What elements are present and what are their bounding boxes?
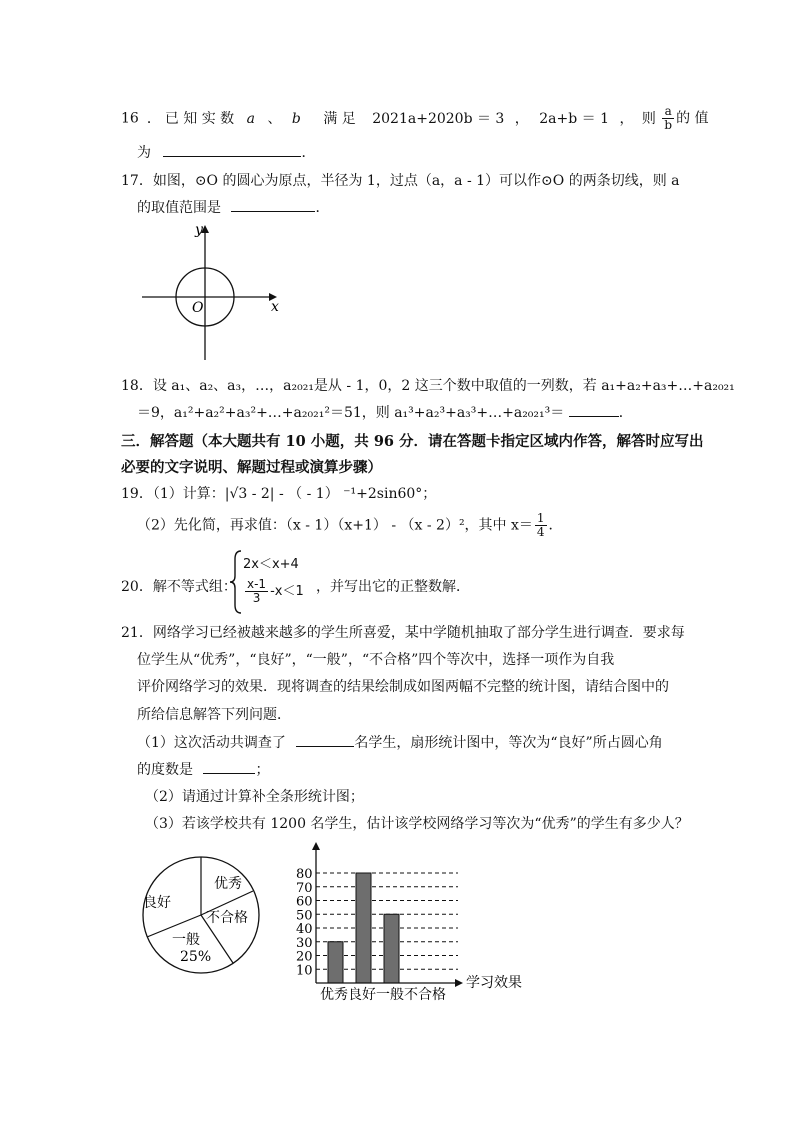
q18-line1: 18．设 a₁、a₂、a₃，…，a₂₀₂₁是从 - 1，0，2 这三个数中取值的一列数，若 a₁+a₂+a₃+…+a₂₀₂₁ <box>121 378 735 394</box>
bar-chart <box>293 838 533 1008</box>
bar-ytick-label: 20 <box>296 949 313 965</box>
q21-sub1-line2 <box>137 759 269 779</box>
pie-label-good: 良好 <box>143 895 171 911</box>
q16-line2-text: 为 <box>137 145 151 161</box>
q16-eq2: 2a+b ＝ 1 <box>539 110 610 127</box>
q17-line2-text: 的取值范围是 <box>137 200 221 216</box>
q16-fraction <box>662 105 674 132</box>
pie-label-general-pct: 25% <box>180 949 212 965</box>
q16-line2 <box>137 142 315 162</box>
bar-ytick-label: 10 <box>296 963 313 979</box>
q20-ineq2-tail: -x＜1 <box>270 584 304 599</box>
q17-line2 <box>137 197 329 217</box>
q16 <box>121 105 709 132</box>
q20-ineq2-frac <box>245 578 268 605</box>
q16-comma2: ， <box>619 110 634 127</box>
q21-line-3: 评价网络学习的效果．现将调查的结果绘制成如图两幅不完整的统计图，请结合图中的 <box>137 679 669 695</box>
q16-var-a: a <box>246 110 255 127</box>
q19-part1: 19．（1）计算：|√3 - 2| - （ - 1） ⁻¹+2sin60°； <box>121 486 437 502</box>
section3-line2: 必要的文字说明、解题过程或演算步骤） <box>121 459 382 476</box>
q16-frac-num: a <box>662 105 674 119</box>
q16-tail: 的 值 <box>676 110 709 127</box>
q19-part2 <box>137 512 563 539</box>
q21-sub1-c: 的度数是 <box>137 762 193 778</box>
q19-fraction <box>535 512 547 539</box>
section3-line1: 三．解答题（本大题共有 10 小题，共 96 分．请在答题卡指定区域内作答，解答时应写出 <box>121 433 704 450</box>
pie-label-fail: 不合格 <box>206 910 248 926</box>
q20-brace <box>229 549 243 615</box>
y-axis-label: y <box>195 222 203 238</box>
q20-ineq2-num: x-1 <box>247 577 267 591</box>
pie-chart <box>138 850 273 980</box>
pie-label-excellent: 优秀 <box>214 876 242 892</box>
q19-end: ． <box>548 517 563 534</box>
q20-lead: 20．解不等式组： <box>121 579 237 595</box>
q21-line-4: 所给信息解答下列问题． <box>137 707 291 723</box>
q16-comma1: ， <box>514 110 529 127</box>
bar-chart-category-labels: 优秀良好一般不合格 <box>320 987 446 1003</box>
q18-line2-text: ＝9，a₁²+a₂²+a₃²+…+a₂₀₂₁²＝51，则 a₁³+a₂³+a₃³+…+a₂₀₂₁³＝ <box>137 405 565 421</box>
q18-end: ． <box>618 405 633 421</box>
bar-chart-y-arrow <box>312 842 320 850</box>
q17-answer-blank <box>231 199 315 212</box>
q20-ineq1: 2x＜x+4 <box>243 557 299 572</box>
q21-sub1-line1 <box>137 732 663 752</box>
q21-sub1-d: ； <box>255 762 270 778</box>
bar-ytick-label: 60 <box>296 894 313 910</box>
q18-line2 <box>137 402 633 422</box>
q19-frac-den: 4 <box>536 525 545 539</box>
q16-answer-blank <box>163 144 301 157</box>
q21-sub1-blank2 <box>203 761 255 774</box>
q21-sub1-blank1 <box>296 734 354 747</box>
pie-label-general: 一般 <box>172 932 200 948</box>
bar-chart-x-arrow <box>455 979 463 987</box>
q16-then: 则 <box>641 110 656 127</box>
q20-tail: ，并写出它的正整数解． <box>316 579 470 595</box>
q16-end: ． <box>301 145 316 161</box>
bar-ytick-label: 70 <box>296 880 313 896</box>
q20-ineq2 <box>243 578 304 605</box>
bar-ytick-label: 30 <box>296 935 313 951</box>
q16-frac-den: b <box>664 118 673 132</box>
q21-line-1: 21．网络学习已经被越来越多的学生所喜爱，某中学随机抽取了部分学生进行调查．要求每 <box>121 625 685 641</box>
q16-sep: 、 <box>267 110 282 127</box>
bar-良好 <box>356 873 371 983</box>
q20-ineq2-den: 3 <box>252 591 261 605</box>
bar-ytick-label: 80 <box>296 867 313 882</box>
origin-label: O <box>192 300 204 316</box>
q17-circle-figure <box>135 220 295 365</box>
q16-var-b: b <box>291 110 301 127</box>
q18-answer-blank <box>569 404 619 417</box>
q21-sub3: （3）若该学校共有 1200 名学生，估计该学校网络学习等次为“优秀”的学生有多少人？ <box>145 816 689 832</box>
q16-dot: ． <box>146 110 161 127</box>
q21-line-2: 位学生从“优秀”，“良好”，“一般”，“不合格”四个等次中，选择一项作为自我 <box>137 652 615 668</box>
q16-number: 16 <box>121 110 139 127</box>
q16-text-b: 满 足 <box>323 110 356 127</box>
q21-sub2: （2）请通过计算补全条形统计图； <box>145 789 364 805</box>
bar-chart-x-label: 学习效果 <box>466 975 522 991</box>
x-axis-label: x <box>271 299 279 315</box>
q21-sub1-b: 名学生，扇形统计图中，等次为“良好”所占圆心角 <box>354 735 663 751</box>
q17-line1: 17．如图，⊙O 的圆心为原点，半径为 1，过点（a，a - 1）可以作⊙O 的两条切线，则 a <box>121 173 680 189</box>
bar-ytick-label: 50 <box>296 908 313 924</box>
bar-优秀 <box>328 942 343 983</box>
q16-eq1: 2021a+2020b ＝ 3 <box>372 110 505 127</box>
q21-sub1-a: （1）这次活动共调查了 <box>137 735 286 751</box>
q19-part2-text: （2）先化简，再求值：（x - 1）（x+1） - （x - 2）²，其中 x＝ <box>137 517 533 534</box>
q19-frac-num: 1 <box>536 511 545 525</box>
bar-一般 <box>384 914 399 983</box>
q16-text-a: 已 知 实 数 <box>164 110 235 127</box>
bar-ytick-label: 40 <box>296 922 313 937</box>
q17-end: ． <box>315 200 330 216</box>
